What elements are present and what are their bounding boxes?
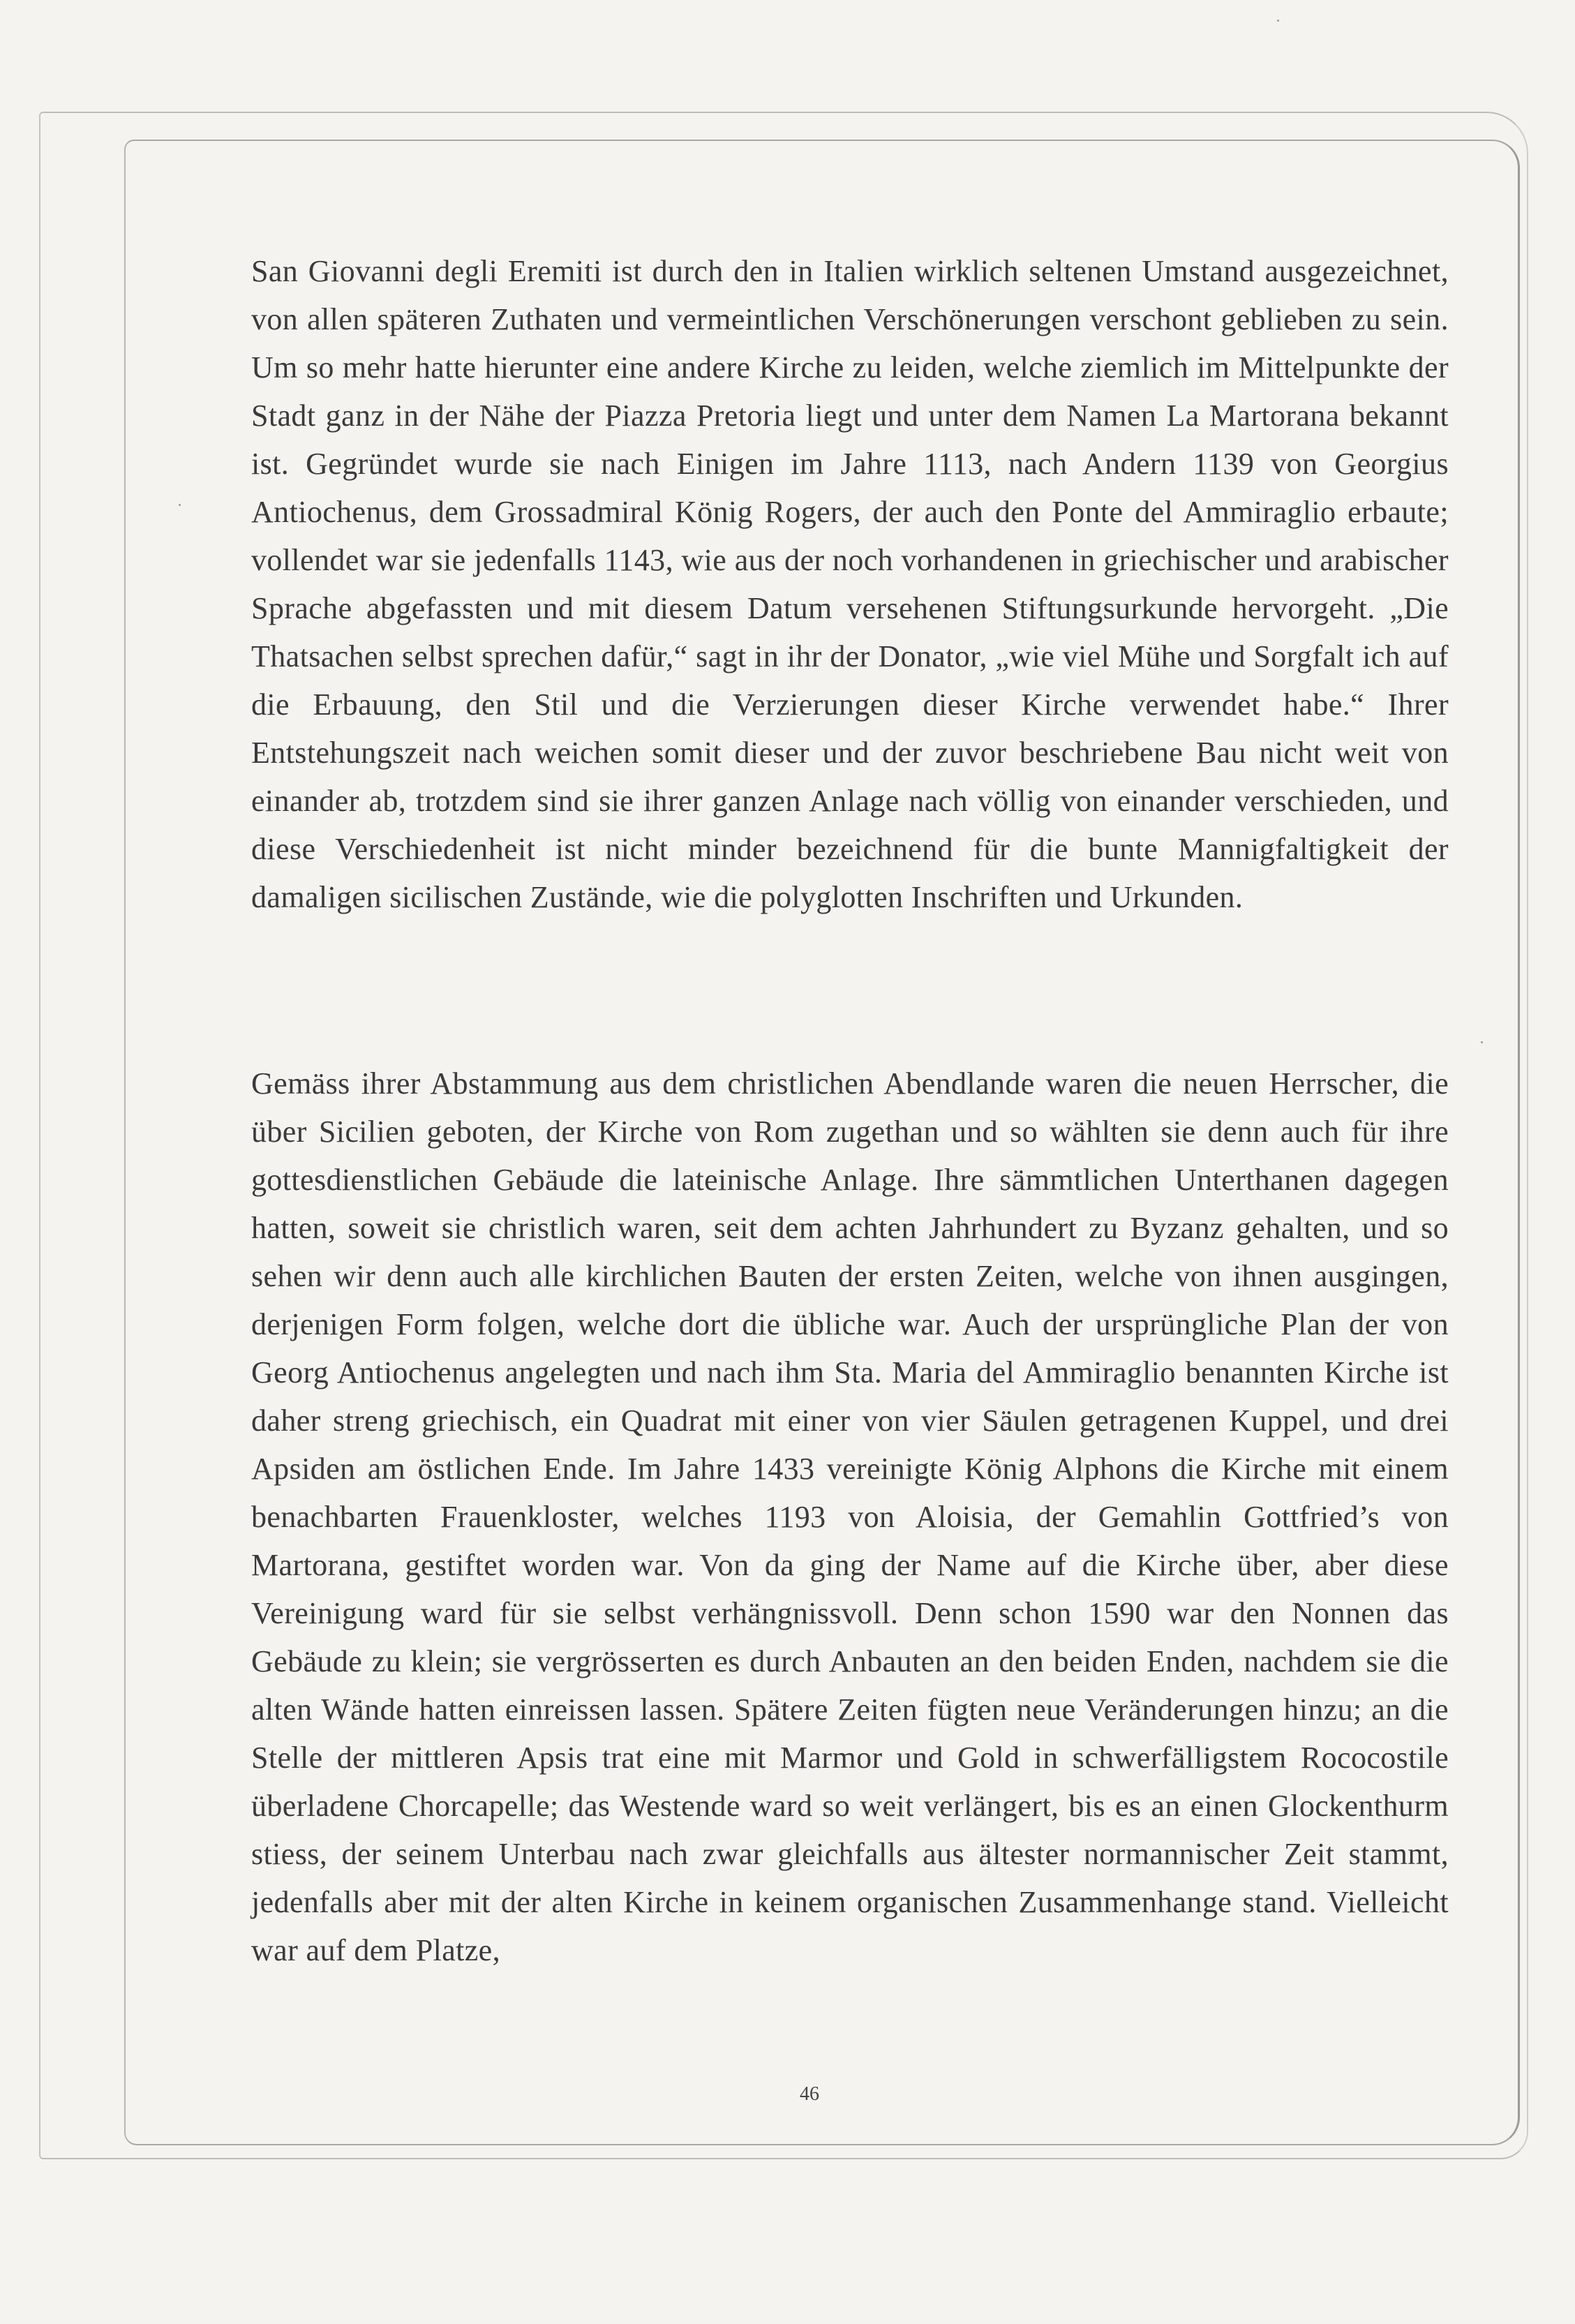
- paragraph-1: San Giovanni degli Eremiti ist durch den in Italien wirklich seltenen Umstand ausgezeichnet, von allen späteren Zuthaten und vermeintlichen Verschönerungen verschont geblieben zu sein. Um so mehr hatte hierunter eine andere Kirche zu leiden, welche ziemlich im Mittelpunkte der Stadt ganz in der Nähe der Piazza Pretoria liegt und unter dem Namen La Martorana bekannt ist. Gegründet wurde sie nach Einigen im Jahre 1113, nach Andern 1139 von Georgius Antiochenus, dem Grossadmiral König Rogers, der auch den Ponte del Ammiraglio erbaute; vollendet war sie jedenfalls 1143, wie aus der noch vorhandenen in griechischer und arabischer Sprache abgefassten und mit diesem Datum versehenen Stiftungsurkunde hervorgeht. „Die Thatsachen selbst sprechen dafür,“ sagt in ihr der Donator, „wie viel Mühe und Sorgfalt ich auf die Erbauung, den Stil und die Verzierungen dieser Kirche verwendet habe.“ Ihrer Entstehungszeit nach weichen somit dieser und der zuvor beschriebene Bau nicht weit von einander ab, trotzdem sind sie ihrer ganzen Anlage nach völlig von einander verschieden, und diese Verschiedenheit ist nicht minder bezeichnend für die bunte Mannigfaltigkeit der damaligen sicilischen Zustände, wie die polyglotten Inschriften und Urkunden.: [251, 254, 1449, 914]
- paragraph-2: Gemäss ihrer Abstammung aus dem christlichen Abendlande waren die neuen Herrscher, die über Sicilien geboten, der Kirche von Rom zugethan und so wählten sie denn auch für ihre gottesdienstlichen Gebäude die lateinische Anlage. Ihre sämmtlichen Unterthanen dagegen hatten, soweit sie christlich waren, seit dem achten Jahrhundert zu Byzanz gehalten, und so sehen wir denn auch alle kirchlichen Bauten der ersten Zeiten, welche von ihnen ausgingen, derjenigen Form folgen, welche dort die übliche war. Auch der ursprüngliche Plan der von Georg Antiochenus angelegten und nach ihm Sta. Maria del Ammiraglio benannten Kirche ist daher streng griechisch, ein Quadrat mit einer von vier Säulen getragenen Kuppel, und drei Apsiden am östlichen Ende. Im Jahre 1433 vereinigte König Alphons die Kirche mit einem benachbarten Frauenkloster, welches 1193 von Aloisia, der Gemahlin Gottfried’s von Martorana, gestiftet worden war. Von da ging der Name auf die Kirche über, aber diese Vereinigung ward für sie selbst verhängnissvoll. Denn schon 1590 war den Nonnen das Gebäude zu klein; sie vergrösserten es durch Anbauten an den beiden Enden, nachdem sie die alten Wände hatten einreissen lassen. Spätere Zeiten fügten neue Veränderungen hinzu; an die Stelle der mittleren Apsis trat eine mit Marmor und Gold in schwerfälligstem Rococostile überladene Chorcapelle; das Westende ward so weit verlängert, bis es an einen Glockenthurm stiess, der seinem Unterbau nach zwar gleichfalls aus ältester normannischer Zeit stammt, jedenfalls aber mit der alten Kirche in keinem organischen Zusammenhange stand. Vielleicht war auf dem Platze,: [251, 1066, 1449, 1967]
- paper-speck: [1481, 1041, 1483, 1043]
- page-number: 46: [800, 2083, 819, 2105]
- paper-speck: [179, 504, 181, 506]
- paper-speck: [1277, 20, 1279, 22]
